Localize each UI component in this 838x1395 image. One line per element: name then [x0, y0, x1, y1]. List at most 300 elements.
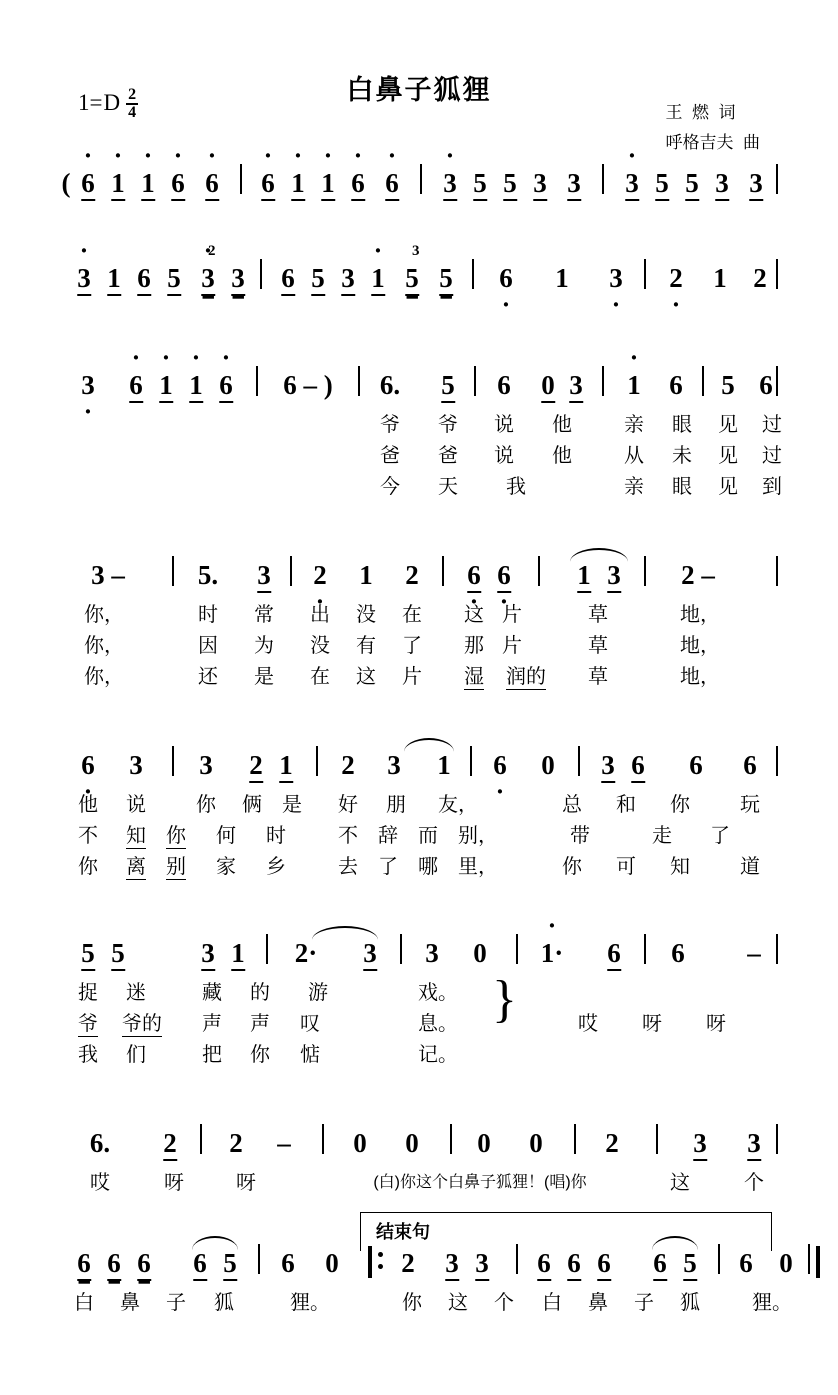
note: 3	[341, 263, 355, 294]
lyric-syllable: 他	[78, 794, 98, 816]
lyric-line	[60, 470, 782, 501]
note: –	[277, 1128, 291, 1158]
barline	[266, 934, 268, 964]
note: –	[747, 938, 761, 968]
barline	[776, 164, 778, 194]
note: 5	[81, 938, 95, 969]
lyric-syllable: 他	[552, 414, 572, 436]
lyric-syllable: 玩	[740, 794, 760, 816]
note: 6	[739, 1248, 753, 1278]
note: · 1	[189, 370, 203, 401]
note: 6	[537, 1248, 551, 1279]
note: 3 5	[405, 263, 419, 294]
lyric-syllable: 眼	[672, 476, 692, 498]
system-1	[60, 160, 778, 206]
lyric-line	[60, 1166, 778, 1197]
lyric-syllable: 爷	[438, 414, 458, 436]
note: 3 ·	[81, 370, 95, 401]
lyric-line	[60, 1007, 778, 1038]
note-row	[60, 930, 778, 976]
lyric-syllable: 了	[710, 825, 730, 847]
note: 1	[713, 263, 727, 293]
lyric-syllable: 可	[616, 856, 636, 878]
note: 6	[77, 1248, 91, 1279]
barline	[776, 934, 778, 964]
lyric-syllable: 未	[672, 445, 692, 467]
note: 0	[541, 370, 555, 401]
note: 5	[439, 263, 453, 294]
note: 2 ·	[669, 263, 683, 294]
lyric-syllable: 有	[356, 635, 376, 657]
note-row	[60, 742, 778, 788]
note: · 3	[77, 263, 91, 294]
barline	[240, 164, 242, 194]
note: 5	[111, 938, 125, 969]
lyric-syllable: 你	[166, 819, 186, 849]
note: 3	[749, 168, 763, 199]
note: 3	[445, 1248, 459, 1279]
barline	[776, 366, 778, 396]
note: 3	[533, 168, 547, 199]
lyric-syllable: 道	[740, 856, 760, 878]
note: 5.	[197, 560, 219, 590]
lyric-syllable: 个	[494, 1292, 514, 1314]
note-row	[60, 552, 778, 598]
note: 6	[107, 1248, 121, 1279]
note: 6 – )	[283, 370, 333, 400]
lyric-syllable: 说	[494, 414, 514, 436]
lyric-syllable: 俩	[242, 794, 262, 816]
lyric-syllable: 叹	[300, 1013, 320, 1035]
note: 6	[669, 370, 683, 400]
ending-label: 结束句	[372, 1218, 434, 1244]
note: 6	[193, 1248, 207, 1279]
barline	[200, 1124, 202, 1154]
lyric-syllable: 狸。	[752, 1292, 792, 1314]
note: · 1·	[541, 938, 564, 969]
lyric-syllable: 鼻	[120, 1292, 140, 1314]
lyric-syllable: 呀	[164, 1172, 184, 1194]
lyric-syllable: 是	[254, 666, 274, 688]
barline	[602, 164, 604, 194]
lyric-syllable: 从	[624, 445, 644, 467]
note: 3	[747, 1128, 761, 1159]
lyric-syllable: 狸。	[290, 1292, 330, 1314]
note: 6 ·	[499, 263, 513, 294]
tie-slur	[570, 548, 628, 562]
note: 3	[257, 560, 271, 591]
note: 0	[353, 1128, 367, 1158]
lyric-line	[60, 850, 778, 881]
repeat-dots	[378, 1250, 384, 1276]
lyric-syllable: 没	[356, 604, 376, 626]
lyric-syllable: 白	[542, 1292, 562, 1314]
lyric-syllable: 呀	[236, 1172, 256, 1194]
lyric-syllable: 过	[762, 414, 782, 436]
barline	[776, 556, 778, 586]
note: · 1	[159, 370, 173, 401]
note: 6 ·	[467, 560, 481, 591]
note: 6.	[379, 370, 401, 400]
note: · 6	[261, 168, 275, 199]
key-value: D	[103, 90, 121, 115]
final-thin-barline	[808, 1244, 810, 1274]
lyric-syllable: 鼻	[588, 1292, 608, 1314]
barline	[644, 934, 646, 964]
note: 1	[359, 560, 373, 590]
note: 2	[753, 263, 767, 293]
lyric-syllable: 说	[126, 794, 146, 816]
note: 3	[425, 938, 439, 968]
barline	[442, 556, 444, 586]
lyric-syllable: 子	[634, 1292, 654, 1314]
lyric-syllable: 在	[402, 604, 422, 626]
barline	[602, 366, 604, 396]
barline	[702, 366, 704, 396]
lyric-syllable: 今	[380, 476, 400, 498]
lyric-brace: }	[492, 971, 517, 1028]
lyric-syllable: 和	[616, 794, 636, 816]
lyric-syllable: 声	[202, 1013, 222, 1035]
lyric-syllable: 呀	[642, 1013, 662, 1035]
barline	[260, 259, 262, 289]
barline	[450, 1124, 452, 1154]
barline	[316, 746, 318, 776]
grace-note: · 2	[208, 243, 216, 259]
lyric-syllable: 亲	[624, 414, 644, 436]
lyric-syllable: 们	[126, 1044, 146, 1066]
system-4	[60, 552, 778, 691]
lyric-syllable: 里，	[458, 856, 498, 878]
lyric-syllable: 不	[338, 825, 358, 847]
lyric-syllable: 别，	[458, 825, 498, 847]
lyric-syllable: 了	[378, 856, 398, 878]
note: 5	[683, 1248, 697, 1279]
lyric-line	[60, 408, 782, 439]
barline	[358, 366, 360, 396]
lyric-syllable: 你	[562, 856, 582, 878]
lyric-syllable: 游	[308, 982, 328, 1004]
note: 1	[231, 938, 245, 969]
barline	[472, 259, 474, 289]
lyric-syllable: 你	[250, 1044, 270, 1066]
system-2	[60, 243, 778, 301]
barline	[322, 1124, 324, 1154]
note-row	[60, 1120, 778, 1166]
lyric-syllable: 的	[250, 982, 270, 1004]
barline	[656, 1124, 658, 1154]
lyric-syllable: 呀	[706, 1013, 726, 1035]
barline	[172, 556, 174, 586]
lyric-syllable: 没	[310, 635, 330, 657]
lyric-syllable: 眼	[672, 414, 692, 436]
note: 5	[473, 168, 487, 199]
lyric-syllable: 这	[448, 1292, 468, 1314]
note: · 1	[141, 168, 155, 199]
note: 3	[693, 1128, 707, 1159]
lyric-syllable: 爷	[78, 1007, 98, 1037]
tie-slur	[404, 738, 454, 752]
barline	[470, 746, 472, 776]
lyric-syllable: 那	[464, 635, 484, 657]
lyric-syllable: 离	[126, 850, 146, 880]
lyric-line	[60, 976, 778, 1007]
lyric-syllable: 朋	[386, 794, 406, 816]
barline	[290, 556, 292, 586]
time-signature	[126, 87, 138, 121]
note: 5	[503, 168, 517, 199]
lyric-syllable: 别	[166, 850, 186, 880]
barline	[574, 1124, 576, 1154]
lyric-syllable: 湿	[464, 660, 484, 690]
note: 5	[167, 263, 181, 294]
lyric-syllable: 亲	[624, 476, 644, 498]
note: 2	[405, 560, 419, 590]
note: · 2 3	[201, 263, 215, 294]
note: 1	[437, 750, 451, 780]
lyric-syllable: 在	[310, 666, 330, 688]
lyric-syllable: 你	[670, 794, 690, 816]
lyric-syllable: 润的	[506, 660, 546, 690]
lyric-syllable: 你	[78, 856, 98, 878]
credits	[666, 98, 760, 158]
note: 3	[387, 750, 401, 780]
note: 6.	[89, 1128, 111, 1158]
lyric-syllable: 声	[250, 1013, 270, 1035]
lyric-syllable: 狐	[214, 1292, 234, 1314]
lyric-syllable: 惦	[300, 1044, 320, 1066]
lyric-syllable: 好	[338, 794, 358, 816]
note: · 1	[371, 263, 385, 294]
lyric-line	[60, 788, 778, 819]
note: 6	[607, 938, 621, 969]
lyric-syllable: 说	[494, 445, 514, 467]
note-row	[60, 160, 778, 206]
lyric-syllable: 是	[282, 794, 302, 816]
note: · 6	[129, 370, 143, 401]
lyric-syllable: 草	[588, 604, 608, 626]
lyric-syllable: 片	[502, 604, 522, 626]
note: 6 ·	[493, 750, 507, 781]
lyric-syllable: 息。	[418, 1013, 458, 1035]
note: 0	[325, 1248, 339, 1278]
barline	[420, 164, 422, 194]
note: 1	[279, 750, 293, 781]
note: 2	[401, 1248, 415, 1278]
lyric-syllable: 草	[588, 666, 608, 688]
lyric-syllable: 何	[216, 825, 236, 847]
lyric-syllable: 这	[464, 604, 484, 626]
note: · 1	[291, 168, 305, 199]
note: · 1	[627, 370, 641, 401]
note: 2	[229, 1128, 243, 1158]
note: 5	[223, 1248, 237, 1279]
note: 0	[529, 1128, 543, 1158]
lyric-syllable: 迷	[126, 982, 146, 1004]
lyric-syllable: 藏	[202, 982, 222, 1004]
lyric-syllable: 这	[356, 666, 376, 688]
note: 6	[743, 750, 757, 780]
system-8	[60, 1222, 793, 1317]
key-label: 1=	[78, 90, 103, 115]
note: 1	[555, 263, 569, 293]
lyric-syllable: 我	[78, 1044, 98, 1066]
note: 5	[685, 168, 699, 199]
note: 6	[567, 1248, 581, 1279]
system-3	[60, 362, 782, 501]
note: 2·	[294, 938, 318, 968]
lyric-syllable: 知	[126, 819, 146, 849]
note: 2	[341, 750, 355, 780]
lyric-syllable: 我	[506, 476, 526, 498]
lyric-line	[60, 439, 782, 470]
tie-slur	[192, 1236, 238, 1250]
lyric-syllable: 白	[74, 1292, 94, 1314]
note: 2	[249, 750, 263, 781]
lyric-line	[60, 1038, 778, 1069]
lyric-syllable: 哎	[578, 1013, 598, 1035]
note: · 6	[219, 370, 233, 401]
lyric-syllable: 因	[198, 635, 218, 657]
lyric-syllable: 地，	[680, 635, 720, 657]
note: 6 ·	[497, 560, 511, 591]
note: 0	[473, 938, 487, 968]
note: · 1	[321, 168, 335, 199]
lyric-syllable: 时	[198, 604, 218, 626]
lyricist-credit: 王 燃 词	[665, 103, 736, 122]
lyric-syllable: 走	[652, 825, 672, 847]
note: 3	[715, 168, 729, 199]
system-6	[60, 930, 778, 1069]
note: · 1	[111, 168, 125, 199]
lyric-syllable: 子	[166, 1292, 186, 1314]
lyric-syllable: 爸	[438, 445, 458, 467]
note: 5	[721, 370, 735, 400]
lyric-syllable: 地，	[680, 666, 720, 688]
grace-note: 3	[412, 243, 420, 259]
lyric-syllable: 常	[254, 604, 274, 626]
lyric-syllable: 家	[216, 856, 236, 878]
note: 6	[759, 370, 773, 400]
lyric-syllable: 见	[718, 414, 738, 436]
lyric-syllable: 出	[310, 604, 330, 626]
note: 6 ·	[81, 750, 95, 781]
lyric-syllable: 乡	[266, 856, 286, 878]
barline	[400, 934, 402, 964]
note: 6	[497, 370, 511, 400]
lyric-syllable: 爷的	[122, 1007, 162, 1037]
lyric-syllable: 草	[588, 635, 608, 657]
lyric-syllable: 个	[744, 1172, 764, 1194]
barline	[776, 259, 778, 289]
note: 3 ·	[609, 263, 623, 294]
lyric-syllable: 为	[254, 635, 274, 657]
note: 1	[107, 263, 121, 294]
note-row	[60, 243, 778, 301]
note: 0	[541, 750, 555, 780]
lyric-syllable: 哎	[90, 1172, 110, 1194]
note: 5	[441, 370, 455, 401]
lyric-syllable: 带	[570, 825, 590, 847]
barline	[256, 366, 258, 396]
note: 6	[597, 1248, 611, 1279]
lyric-syllable: 见	[718, 445, 738, 467]
lyric-line	[60, 629, 778, 660]
barline	[776, 1124, 778, 1154]
lyric-syllable: 到	[762, 476, 782, 498]
lyric-syllable: 这	[670, 1172, 690, 1194]
note: · 6	[385, 168, 399, 199]
system-5	[60, 742, 778, 881]
key-signature	[78, 86, 138, 120]
lyric-line	[60, 598, 778, 629]
page-title: 白鼻子狐狸	[346, 75, 492, 105]
lyric-syllable: (白)你这个白鼻子狐狸！(唱)你	[373, 1174, 587, 1191]
barline	[516, 934, 518, 964]
lyric-syllable: 知	[670, 856, 690, 878]
lyric-syllable: 时	[266, 825, 286, 847]
lyric-syllable: 片	[502, 635, 522, 657]
note: 6	[631, 750, 645, 781]
lyric-syllable: 还	[198, 666, 218, 688]
lyric-syllable: 他	[552, 445, 572, 467]
barline	[644, 556, 646, 586]
note: · 6	[205, 168, 219, 199]
barline	[776, 746, 778, 776]
note: · 3	[443, 168, 457, 199]
note: 3	[601, 750, 615, 781]
lyric-syllable: 爷	[380, 414, 400, 436]
note-row	[60, 362, 778, 408]
note: 3	[567, 168, 581, 199]
note: 0	[405, 1128, 419, 1158]
note: 6	[281, 1248, 295, 1278]
lyric-syllable: 你，	[84, 635, 124, 657]
repeat-thick-barline	[368, 1246, 372, 1278]
lyric-syllable: 你，	[84, 666, 124, 688]
barline	[578, 746, 580, 776]
final-barline	[816, 1246, 820, 1278]
note: 3	[199, 750, 213, 780]
note: 1	[577, 560, 591, 591]
lyric-syllable: 哪	[418, 856, 438, 878]
note: 3	[129, 750, 143, 780]
barline	[474, 366, 476, 396]
note: 0	[779, 1248, 793, 1278]
note: 0	[477, 1128, 491, 1158]
lyric-syllable: 你，	[84, 604, 124, 626]
note: 6	[137, 263, 151, 294]
lyric-syllable: 你	[196, 794, 216, 816]
lyric-syllable: 把	[202, 1044, 222, 1066]
barline	[538, 556, 540, 586]
composer-credit: 呼格吉夫 曲	[665, 133, 760, 152]
note: 5	[655, 168, 669, 199]
note: 6	[653, 1248, 667, 1279]
note: 3	[569, 370, 583, 401]
note: 2	[163, 1128, 177, 1159]
lyric-syllable: 爸	[380, 445, 400, 467]
note: 3	[363, 938, 377, 969]
lyric-syllable: 戏。	[418, 982, 458, 1004]
note: · 3	[625, 168, 639, 199]
lyric-syllable: 你	[402, 1292, 422, 1314]
note: · 6	[351, 168, 365, 199]
lyric-syllable: 总	[562, 794, 582, 816]
barline	[172, 746, 174, 776]
note: 2 –	[681, 560, 715, 590]
lyric-syllable: 天	[438, 476, 458, 498]
